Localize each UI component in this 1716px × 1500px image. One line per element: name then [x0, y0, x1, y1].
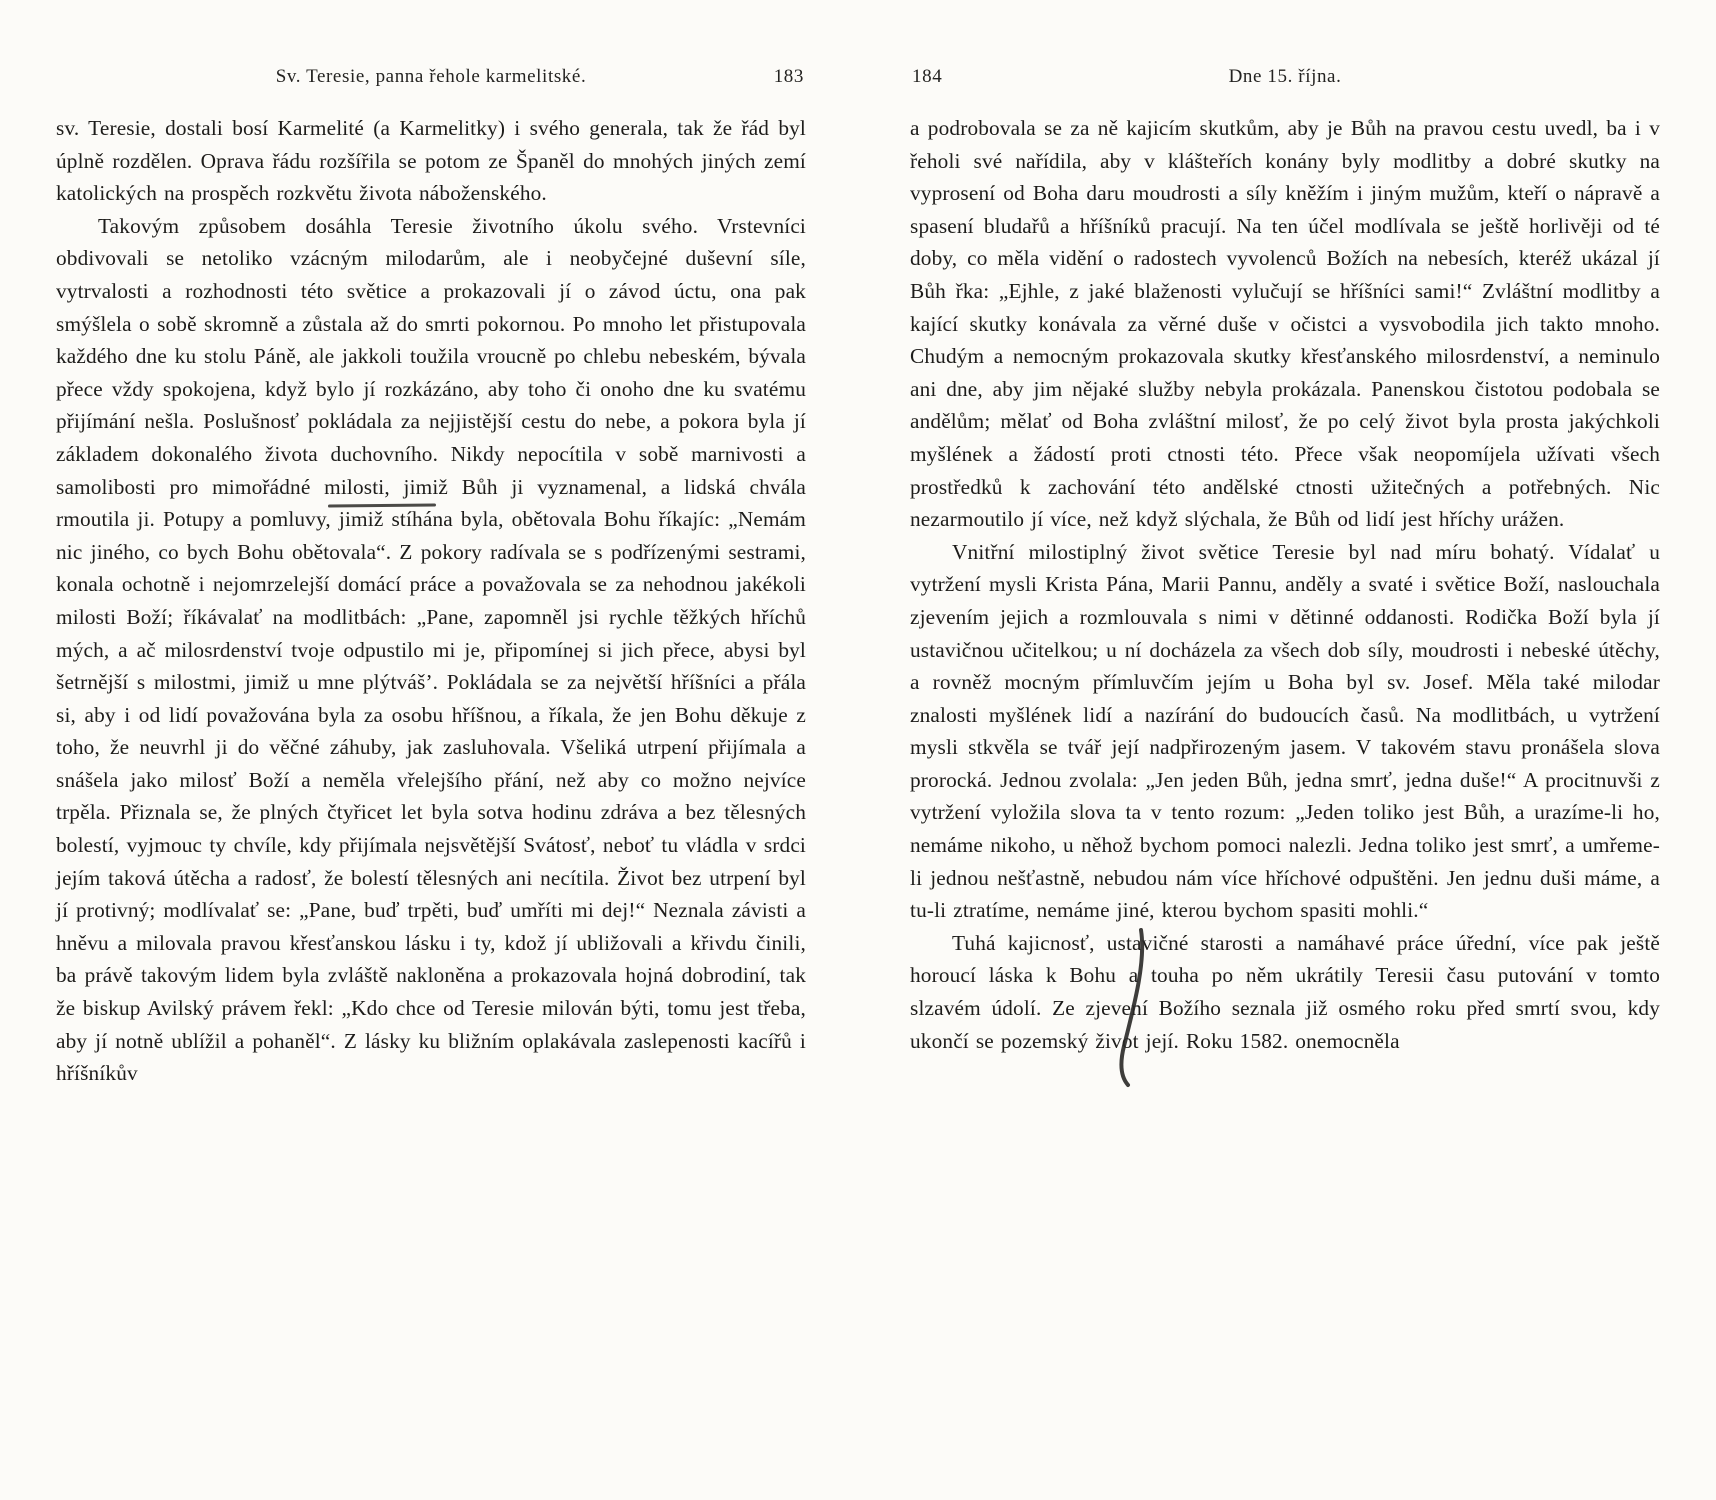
left-page-number: 183: [773, 66, 804, 87]
paragraph: sv. Teresie, dostali bosí Karmelité (a Karmelitky) i svého generala, tak že řád byl úplně rozdělen. Oprava řádu rozšířila se potom ze Španěl do mnohých jiných zemí katolických na prospěch rozkvětu života náboženského.: [56, 116, 806, 206]
paragraph: Takovým způsobem dosáhla Teresie životního úkolu svého. Vrstevníci obdivovali se netoliko vzácným milodarům, ale i neobyčejné duševní síle, vytrvalosti a rozhodnosti této světice a prokazovali jí o závod úctu, ona pak smýšlela o sobě skromně a zůstala až do smrti pokornou. Po mnoho let přistupovala každého dne ku stolu Páně, ale jakkoli toužila vroucně po chlebu nebeském, bývala přece vždy spokojena, když bylo jí rozkázáno, aby toho či onoho dne ku svatému přijímání nešla. Poslušnosť pokládala za nejjistější cestu do nebe, a pokora byla jí základem dokonalého života duchovního. Nikdy nepocítila v sobě marnivosti a samolibosti pro mimořádné milosti, jimiž Bůh ji vyznamenal, a lidská chvála rmoutila ji. Potupy a pomluvy, jimiž stíhána byla, obětovala Bohu říkajíc: „Nemám nic jiného, co bych Bohu obětovala“. Z pokory radívala se s podřízenými sestrami, konala ochotně i nejomrzelejší domácí práce a považovala se za nehodnou jakékoli milosti Boží; říkávalať na modlitbách: „Pane, zapomněl jsi rychle těžkých hříchů mých, a ač milosrdenství tvoje odpustilo mi je, připomínej si jich přece, abysi byl šetrnější s milostmi, jimiž u mne plýtváš’. Pokládala se za největší hříšníci a přála si, aby i od lidí považována byla za osobu hříšnou, a říkala, že jen Bohu děkuje z toho, že neuvrhl ji do věčné záhuby, jak zasluhovala. Všeliká utrpení přijímala a snášela jako milosť Boží a neměla vřelejšího přání, než aby co možno nejvíce trpěla. Přiznala se, že plných čtyřicet let byla sotva hodinu zdráva a bez tělesných bolestí, vyjmouc ty chvíle, kdy přijímala nejsvětější Svátosť, neboť tu vládla v srdci jejím taková útěcha a radosť, že bolestí tělesných ani necítila. Život bez utrpení byl jí protivný; modlívalať se: „Pane, buď trpěti, buď umříti mi dej!“ Neznala závisti a hněvu a milovala pravou křesťanskou lásku i ty, kdož jí ubližovali a křivdu činili, ba právě takovým lidem byla zvláště nakloněna a prokazovala hojná dobrodiní, tak že biskup Avilský právem řekl: „Kdo chce od Teresie milován býti, tomu jest třeba, aby jí notně ublížil a pohaněl“. Z lásky ku bližním oplakávala zaslepenosti kacířů i hříšníkův: [56, 213, 806, 1086]
right-page-text: [910, 112, 1660, 1057]
left-running-header: [56, 66, 806, 96]
right-page-number: 184: [912, 66, 943, 87]
page-left: [56, 66, 806, 1090]
paragraph: a podrobovala se za ně kajicím skutkům, aby je Bůh na pravou cestu uvedl, ba i v řeholi své nařídila, aby v klášteřích konány byly modlitby a dobré skutky na vyprosení od Boha daru moudrosti a síly kněžím i jiným mužům, kteří o nápravě a spasení bludařů a hříšníků pracují. Na ten účel modlívala se ještě horlivěji od té doby, co měla vidění o radostech vyvolenců Božích na nebesích, kteréž ukázal jí Bůh řka: „Ejhle, z jaké blaženosti vylučují se hříšníci sami!“ Zvláštní modlitby a kající skutky konávala za věrné duše v očistci a vysvobodila jich takto mnoho. Chudým a nemocným prokazovala skutky křesťanského milosrdenství, a neminulo ani dne, aby jim nějaké služby nebyla prokázala. Panenskou čistotou podobala se andělům; mělať od Boha zvláštní milosť, že po celý život byla prosta jakýchkoli myšlének a žádostí proti ctnosti této. Přece však neopomíjela užívati všech prostředků k zachování této andělské ctnosti užitečných a potřebných. Nic nezarmoutilo jí více, než když slýchala, že Bůh od lidí jest hříchy urážen.: [910, 116, 1660, 532]
right-running-title: Dne 15. října.: [1228, 66, 1342, 87]
paragraph: Tuhá kajicnosť, ustavičné starosti a namáhavé práce úřední, více pak ještě horoucí láska k Bohu a touha po něm ukrátily Teresii času putování v tomto slzavém údolí. Ze zjevení Božího seznala již osmého roku před smrtí svou, kdy ukončí se pozemský život její. Roku 1582. onemocněla: [910, 930, 1660, 1053]
left-page-text: [56, 112, 806, 1090]
right-running-header: [910, 66, 1660, 96]
left-running-title: Sv. Teresie, panna řehole karmelitské.: [275, 66, 587, 87]
page-right: [910, 66, 1660, 1090]
paragraph: Vnitřní milostiplný život světice Teresie byl nad míru bohatý. Vídalať u vytržení mysli Krista Pána, Marii Pannu, anděly a svaté i světice Boží, naslouchala zjevením jejich a rozmlouvala s nimi v dětinné oddanosti. Rodička Boží byla jí ustavičnou učitelkou; u ní docházela za všech dob síly, moudrosti i nebeské útěchy, a rovněž mocným přímluvčím jejím u Boha byl sv. Josef. Měla také milodar znalosti myšlének lidí a nazírání do budoucích časů. Na modlitbách, u vytržení mysli stkvěla se tvář její nadpřirozeným jasem. V takovém stavu pronášela slova prorocká. Jednou zvolala: „Jen jeden Bůh, jedna smrť, jedna duše!“ A procitnuvši z vytržení vyložila slova ta v tento rozum: „Jeden toliko jest Bůh, a urazíme-li ho, nemáme nikoho, u něhož bychom pomoci nalezli. Jedna toliko jest smrť, a umřeme-li jednou nešťastně, nebudou nám více hříchové odpuštěni. Jen jednu duši máme, a tu-li ztratíme, nemáme jiné, kterou bychom spasiti mohli.“: [910, 539, 1660, 923]
